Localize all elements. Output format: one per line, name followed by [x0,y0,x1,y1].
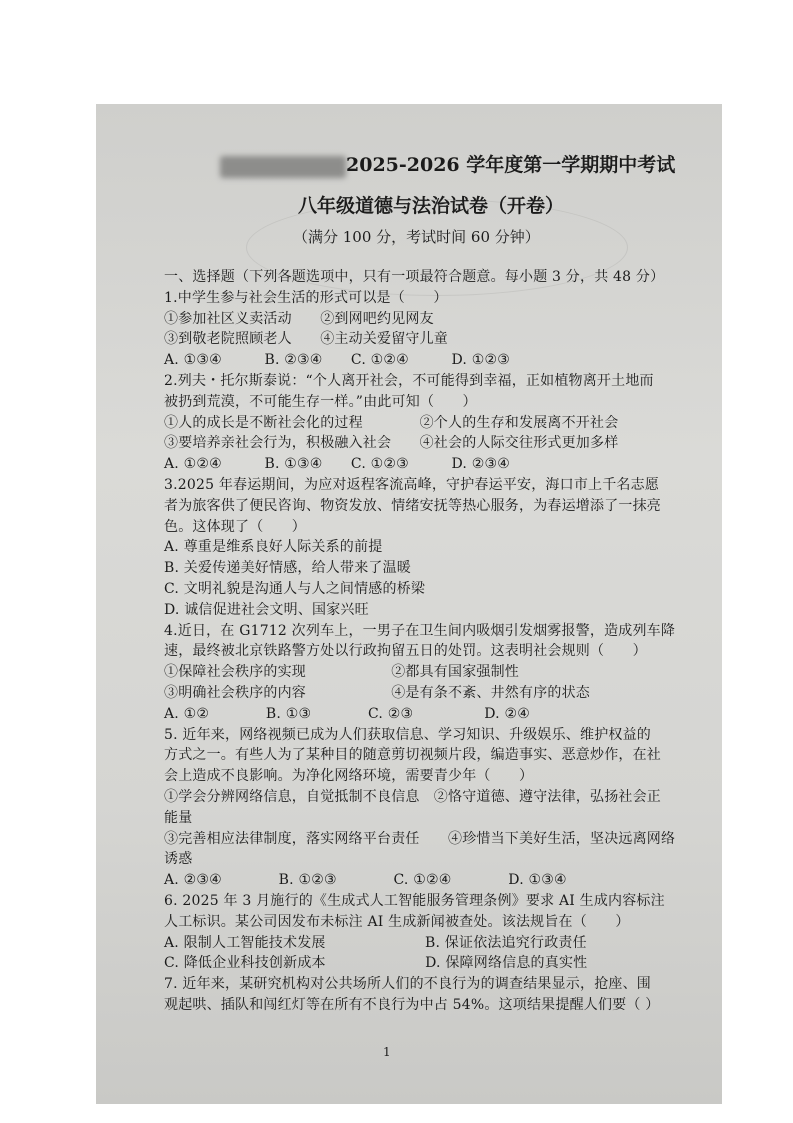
question-line: 诱惑 [164,851,193,868]
exam-title: 2025-2026 学年度第一学期期中考试 [346,154,676,176]
question-line: 观起哄、插队和闯红灯等在所有不良行为中占 54%。这项结果提醒人们要（ ） [164,997,660,1013]
question-line: 能量 [164,809,193,826]
question-line: 被扔到荒漠，不可能生存一样。”由此可知（ ） [164,393,477,410]
page-number: 1 [383,1045,391,1059]
question-line: D. 诚信促进社会文明、国家兴旺 [164,601,369,618]
question-line: ③要培养亲社会行为，积极融入社会 ④社会的人际交往形式更加多样 [164,435,619,452]
exam-subtitle: 八年级道德与法治试卷（开卷） [298,195,565,217]
question-line: 5. 近年来，网络视频已成为人们获取信息、学习知识、升级娱乐、维护权益的 [164,726,652,743]
question-line: C. 文明礼貌是沟通人与人之间情感的桥梁 [164,581,426,597]
question-line: 会上造成不良影响。为净化网络环境，需要青少年（ ） [164,768,534,785]
question-line: C. 降低企业科技创新成本 D. 保障网络信息的真实性 [164,955,588,972]
question-line: A. 尊重是维系良好人际关系的前提 [164,539,383,556]
question-line: B. 关爱传递美好情感，给人带来了温暖 [164,560,411,577]
question-line: A. 限制人工智能技术发展 B. 保证依法追究行政责任 [164,934,587,951]
question-line: A. ①③④ B. ②③④ C. ①②④ D. ①②③ [164,352,510,369]
blurred-school-name [220,156,346,178]
question-line: ①人的成长是不断社会化的过程 ②个人的生存和发展离不开社会 [164,414,619,431]
question-line: 方式之一。有些人为了某种目的随意剪切视频片段，编造事实、恶意炒作，在社 [164,747,661,764]
question-line: 者为旅客供了便民咨询、物资发放、情绪安抚等热心服务，为春运增添了一抹亮 [164,497,661,514]
question-line: A. ②③④ B. ①②③ C. ①②④ D. ①③④ [164,872,567,889]
question-line: 一、选择题（下列各题选项中，只有一项最符合题意。每小题 3 分，共 48 分） [164,269,665,285]
question-line: ③完善相应法律制度，落实网络平台责任 ④珍惜当下美好生活，坚决远离网络 [164,830,676,847]
question-line: 人工标识。某公司因发布未标注 AI 生成新闻被查处。该法规旨在（ ） [164,913,630,930]
question-line: ①学会分辨网络信息，自觉抵制不良信息 ②恪守道德、遵守法律，弘扬社会正 [164,789,661,805]
question-line: 2.列夫・托尔斯泰说：“个人离开社会，不可能得到幸福，正如植物离开土地而 [164,373,654,389]
question-line: ③明确社会秩序的内容 ④是有条不紊、井然有序的状态 [164,685,590,701]
question-line: 速，最终被北京铁路警方处以行政拘留五日的处罚。这表明社会规则（ ） [164,643,647,660]
question-line: 7. 近年来，某研究机构对公共场所人们的不良行为的调查结果显示，抢座、围 [164,976,652,993]
question-line: ③到敬老院照顾老人 ④主动关爱留守儿童 [164,331,448,348]
exam-info: （满分 100 分，考试时间 60 分钟） [293,228,540,246]
question-line: 6. 2025 年 3 月施行的《生成式人工智能服务管理条例》要求 AI 生成内容标注 [164,893,665,909]
question-line: 4.近日，在 G1712 次列车上，一男子在卫生间内吸烟引发烟雾报警，造成列车降 [164,622,676,639]
question-line: 3.2025 年春运期间，为应对返程客流高峰，守护春运平安，海口市上千名志愿 [164,477,660,493]
question-line: ①保障社会秩序的实现 ②都具有国家强制性 [164,664,519,681]
question-line: A. ①②④ B. ①③④ C. ①②③ D. ②③④ [164,456,510,473]
question-line: 1.中学生参与社会生活的形式可以是（ ） [164,289,448,306]
question-line: 色。这体现了（ ） [164,518,306,535]
question-line: ①参加社区义卖活动 ②到网吧约见网友 [164,310,434,327]
question-line: A. ①② B. ①③ C. ②③ D. ②④ [164,705,530,722]
exam-paper [96,104,722,1104]
